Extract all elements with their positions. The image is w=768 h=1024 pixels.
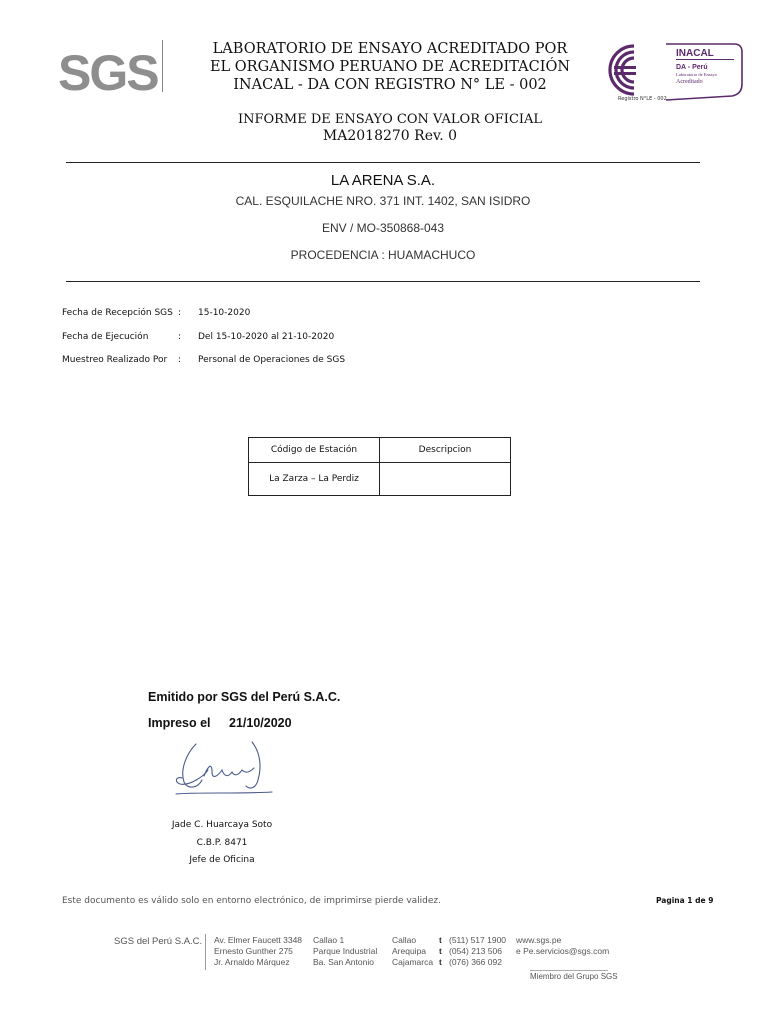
station-table [248, 437, 511, 496]
footer-web [516, 935, 609, 957]
sgs-logo [58, 46, 170, 98]
footer-phone-marker: t [439, 946, 442, 956]
footer-member-rule [530, 970, 608, 971]
client-name: LA ARENA S.A. [330, 172, 436, 189]
printed-label: Impreso el [148, 716, 211, 730]
footer-phone: (054) 213 506 [449, 946, 502, 956]
footer-company: SGS del Perú S.A.C. [114, 936, 203, 947]
inacal-name: INACAL [676, 48, 714, 59]
client-block [66, 172, 700, 262]
printed-date: 21/10/2020 [229, 716, 292, 730]
footer-city: Arequipa [392, 946, 427, 956]
meta-colon: : [178, 308, 182, 318]
company-footer [0, 926, 768, 986]
page-number: Pagina 1 de 9 [656, 896, 714, 905]
report-code: MA2018270 Rev. 0 [322, 128, 458, 144]
inacal-logo [596, 38, 744, 102]
lab-title-line-3: INACAL - DA CON REGISTRO N° LE - 002 [233, 77, 547, 93]
table-header-row [249, 438, 511, 463]
meta-colon: : [178, 332, 182, 342]
footer-website: www.sgs.pe [516, 935, 562, 945]
client-env: ENV / MO-350868-043 [321, 221, 445, 235]
footer-phone-marker: t [439, 957, 442, 967]
report-title: INFORME DE ENSAYO CON VALOR OFICIAL [237, 112, 543, 127]
footer-districts [313, 935, 377, 968]
sgs-logo-text: SGS [58, 46, 158, 98]
header-divider [162, 40, 163, 92]
meta-value: 15-10-2020 [198, 308, 251, 318]
footer-district: Callao 1 [313, 935, 345, 945]
lab-title-line-2: EL ORGANISMO PERUANO DE ACREDITACIÓN [209, 59, 571, 75]
meta-colon: : [178, 355, 182, 365]
meta-label: Fecha de Ejecución [62, 332, 149, 342]
inacal-sub1: DA - Perú [676, 64, 708, 71]
footer-email: e Pe.servicios@sgs.com [516, 946, 610, 956]
footer-member: Miembro del Grupo SGS [530, 972, 618, 981]
meta-label: Fecha de Recepción SGS [62, 308, 173, 318]
lab-title-line-1: LABORATORIO DE ENSAYO ACREDITADO POR [212, 41, 568, 57]
signer-cbp: C.B.P. 8471 [196, 838, 248, 848]
signer-name: Jade C. Huarcaya Soto [171, 820, 273, 830]
footer-phone-markers [439, 935, 442, 968]
footer-address: Av. Elmer Faucett 3348 [214, 935, 303, 945]
inacal-sub3: Acreditado [676, 79, 703, 85]
issued-by: Emitido por SGS del Perú S.A.C. [148, 690, 341, 704]
meta-label: Muestreo Realizado Por [62, 355, 168, 365]
station-description-cell [380, 463, 511, 496]
client-address: CAL. ESQUILACHE NRO. 371 INT. 1402, SAN ISIDRO [235, 194, 531, 208]
footer-city: Cajamarca [392, 957, 434, 967]
bottom-rule [66, 281, 700, 282]
footer-phone: (511) 517 1900 [449, 935, 507, 945]
table-row [249, 463, 511, 496]
handwritten-signature [168, 736, 278, 808]
footer-cities [392, 935, 433, 968]
validity-note: Este documento es válido solo en entorno electrónico, de imprimirse pierde validez. [62, 896, 442, 906]
client-procedencia: PROCEDENCIA : HUAMACHUCO [290, 248, 476, 262]
signer-role: Jefe de Oficina [189, 855, 255, 865]
footer-city: Callao [392, 935, 417, 945]
top-rule [66, 162, 700, 163]
inacal-sub2: Laboratorio de Ensayo [676, 72, 717, 77]
meta-value: Del 15-10-2020 al 21-10-2020 [198, 332, 335, 342]
station-code-cell: La Zarza – La Perdiz [249, 463, 380, 496]
footer-district: Parque Industrial [313, 946, 378, 956]
footer-address: Jr. Arnaldo Márquez [214, 957, 290, 967]
lab-accreditation-title [190, 40, 590, 94]
footer-addresses [214, 935, 302, 968]
column-header-code: Código de Estación [249, 438, 380, 463]
footer-divider [205, 934, 206, 970]
column-header-description: Descripcion [380, 438, 511, 463]
meta-value: Personal de Operaciones de SGS [198, 355, 346, 365]
inacal-registry: Registro N°LE - 002 [618, 96, 667, 102]
footer-district: Ba. San Antonio [313, 957, 374, 967]
report-title-block [180, 112, 600, 145]
footer-address: Ernesto Gunther 275 [214, 946, 293, 956]
footer-phone: (076) 366 092 [449, 957, 502, 967]
inacal-c-icon [610, 46, 634, 94]
footer-phones [449, 935, 506, 968]
footer-phone-marker: t [439, 935, 442, 945]
